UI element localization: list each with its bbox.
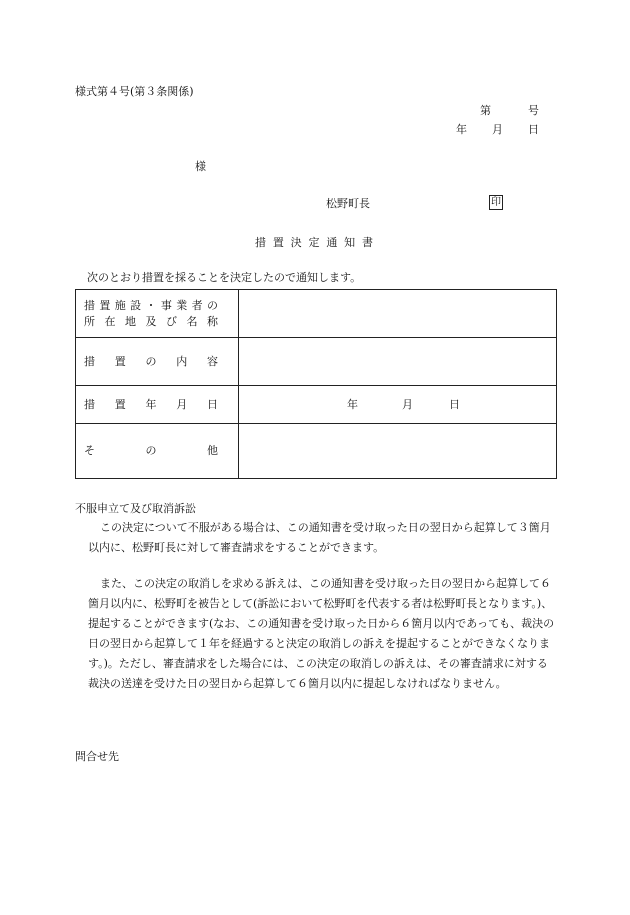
facility-label-cell — [76, 290, 239, 338]
title-char: 定 — [308, 236, 320, 249]
measure-content-value-cell[interactable] — [239, 338, 557, 386]
doc-date-day: 日 — [528, 123, 539, 136]
title-char: 書 — [361, 236, 373, 249]
facility-label-line2: 所 在 地 及 び 名 称 — [84, 315, 218, 328]
table-row — [76, 386, 557, 424]
table-row — [76, 424, 557, 479]
facility-label-line1: 措 置 施 設 ・ 事 業 者 の — [84, 298, 218, 312]
table-row — [76, 290, 557, 338]
appeal-paragraph-2: また、この決定の取消しを求める訴えは、この通知書を受け取った日の翌日から起算して６箇月以内に、松野町を被告として(訴訟において松野町を代表する者は松野町長となります。)、提起することができます(なお、この通知書を受け取った日から６箇月以内であっても、裁決の日の翌日から起算して１年を経過すると決定の取消しの訴えを提起することができなくなります。)。ただし、審査請求をした場合には、この決定の取消しの訴えは、その審査請求に対する裁決の送達を受けた日の翌日から起算して６箇月以内に提起しなければなりません。 — [88, 577, 555, 690]
document-title — [255, 236, 373, 249]
measure-date-year: 年 — [347, 397, 358, 411]
contact-label: 問合せ先 — [75, 750, 119, 763]
form-header: 様式第４号(第３条関係) — [75, 85, 194, 98]
title-char: 通 — [326, 236, 338, 249]
doc-date-year: 年 — [456, 123, 467, 136]
measure-date-value-cell[interactable] — [239, 386, 557, 424]
measure-date-month: 月 — [402, 397, 413, 411]
title-char: 決 — [290, 236, 302, 249]
other-value-cell[interactable] — [239, 424, 557, 479]
measure-date-label-cell: 措 置 年 月 日 — [76, 386, 239, 424]
doc-number-go: 号 — [528, 104, 539, 117]
measure-content-label-cell: 措 置 の 内 容 — [76, 338, 239, 386]
other-label-cell: そ の 他 — [76, 424, 239, 479]
notice-table — [75, 289, 557, 479]
title-char: 措 — [255, 236, 266, 249]
addressee-suffix: 様 — [195, 160, 206, 173]
facility-value-cell[interactable] — [239, 290, 557, 338]
intro-text: 次のとおり措置を採ることを決定したので通知します。 — [87, 271, 362, 284]
table-row — [76, 338, 557, 386]
appeal-paragraph-1: この決定について不服がある場合は、この通知書を受け取った日の翌日から起算して３箇月以内に、松野町長に対して審査請求をすることができます。 — [88, 521, 551, 554]
doc-date-month: 月 — [492, 123, 503, 136]
title-char: 知 — [344, 236, 356, 249]
doc-number-dai: 第 — [480, 104, 491, 117]
appeal-heading: 不服申立て及び取消訴訟 — [75, 502, 196, 515]
issuer-name: 松野町長 — [326, 197, 370, 210]
measure-date-day: 日 — [449, 397, 460, 411]
title-char: 置 — [272, 236, 284, 249]
seal-mark: 印 — [491, 197, 501, 208]
